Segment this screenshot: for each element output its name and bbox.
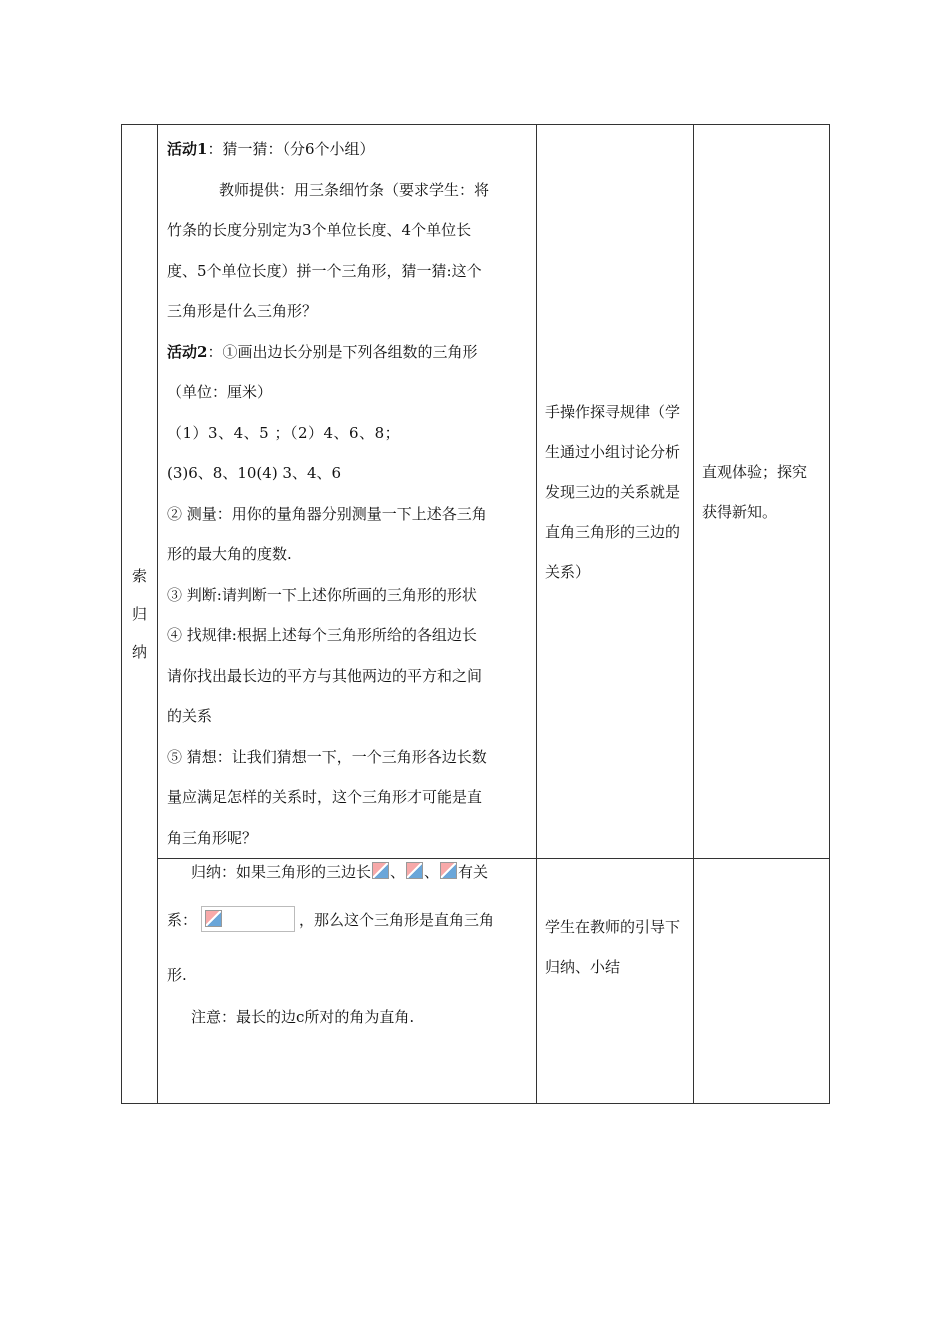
text-line: ④ 找规律:根据上述每个三角形所给的各组边长 (167, 626, 477, 644)
section-label-char: 索 (131, 567, 147, 585)
design-intent-cell (694, 859, 830, 1104)
text-line: 请你找出最长边的平方与其他两边的平方和之间 (167, 666, 483, 685)
text-line: 三角形是什么三角形？ (167, 302, 318, 320)
broken-image-icon (440, 862, 457, 879)
design-intent-cell (694, 125, 830, 859)
lesson-plan-table (121, 124, 830, 1104)
section-label-char: 纳 (131, 643, 147, 661)
summary-cell (158, 859, 537, 1104)
text-line: ⑤ 猜想：让我们猜想一下，一个三角形各边长数 (167, 747, 487, 766)
text-line: ③ 判断:请判断一下上述你所画的三角形的形状 (167, 585, 477, 604)
text-line: （1）3、4、5 ；（2）4、6、8； (167, 423, 401, 442)
text-line: 注意：最长的边c所对的角为直角. (191, 1008, 415, 1026)
table-row (122, 125, 830, 859)
text-line: 竹条的长度分别定为3个单位长度、4个单位长 (167, 221, 472, 239)
broken-image-icon (372, 862, 389, 879)
text-line: 活动1：猜一猜：（分6个小组） (167, 140, 375, 158)
table-row (122, 859, 830, 1104)
activity-content (158, 125, 536, 858)
text-line: (3)6、8、10(4) 3、4、6 (167, 464, 342, 482)
text-line: ② 测量：用你的量角器分别测量一下上述各三角 (167, 504, 487, 523)
summary-content (158, 859, 536, 1039)
text-line: 形. (167, 966, 187, 984)
teacher-activity-cell (158, 125, 537, 859)
text-line: 量应满足怎样的关系时，这个三角形才可能是直 (167, 788, 483, 806)
text-line: （单位：厘米） (167, 383, 273, 401)
text-line: 形的最大角的度数. (167, 545, 292, 563)
text-line: 教师提供：用三条细竹条（要求学生：将 (219, 180, 490, 199)
section-label-char: 归 (131, 605, 147, 623)
section-label-cell (122, 125, 158, 1104)
design-intent-text: 直观体验；探究获得新知。 (702, 462, 808, 521)
student-activity-cell (537, 125, 694, 859)
text-line: 活动2：①画出边长分别是下列各组数的三角形 (167, 342, 478, 361)
text-line: 角三角形呢？ (167, 828, 258, 847)
student-activity-text: 手操作探寻规律（学生通过小组讨论分析发现三边的关系就是直角三角形的三边的关系） (545, 402, 681, 581)
text-line: 系： ，那么这个三角形是直角三角 (167, 885, 530, 955)
broken-image-icon (406, 862, 423, 879)
student-activity-text: 学生在教师的引导下归纳、小结 (545, 918, 681, 976)
text-line: 归纳：如果三角形的三边长 、 、 有关 (191, 863, 489, 881)
text-line: 度、5个单位长度）拼一个三角形，猜一猜:这个 (167, 261, 482, 280)
text-line: 的关系 (167, 707, 213, 725)
formula-image (201, 906, 295, 932)
broken-image-icon (205, 910, 222, 927)
student-activity-cell (537, 859, 694, 1104)
